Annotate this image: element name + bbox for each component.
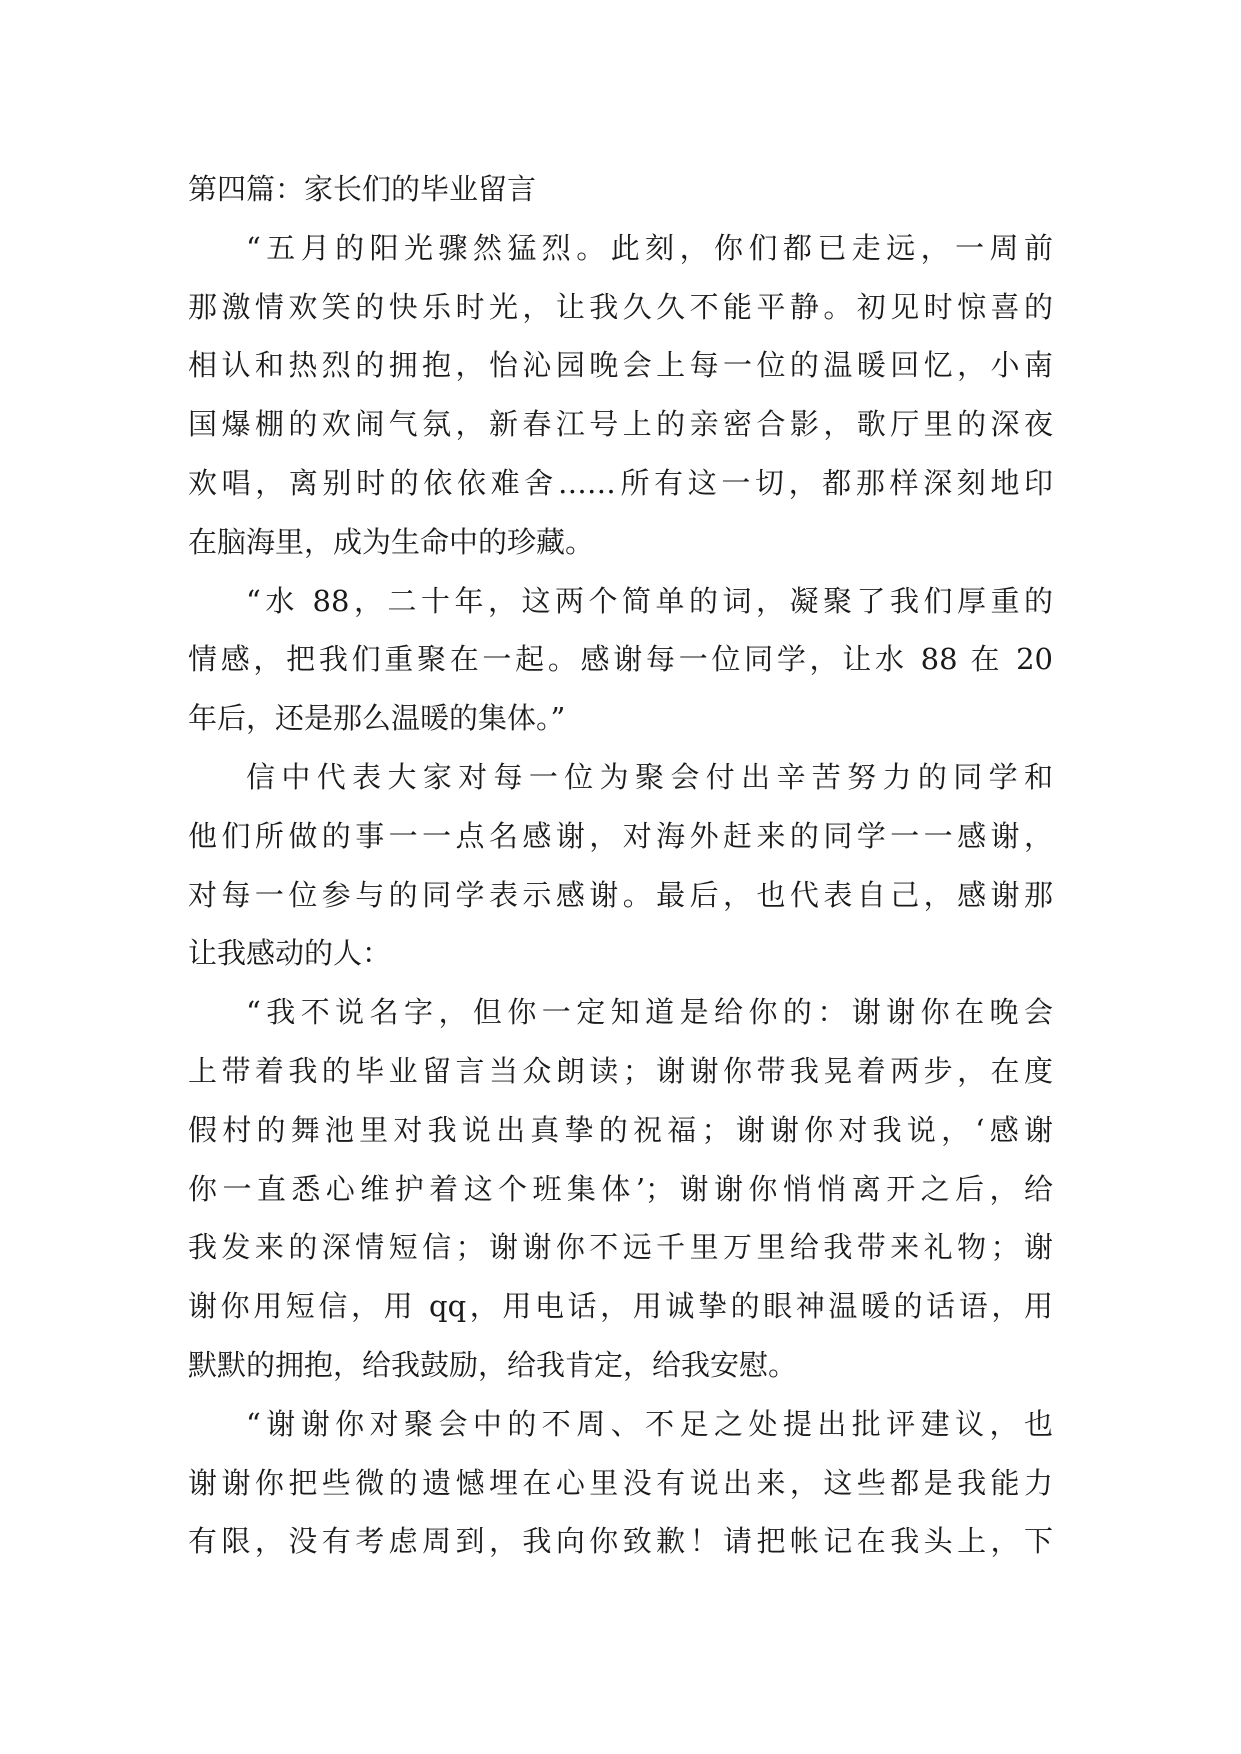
text-line: “五月的阳光骤然猛烈。此刻，你们都已走远，一周前: [246, 230, 1053, 265]
text-line: 年后，还是那么温暖的集体。”: [188, 701, 566, 736]
text-line: 那激情欢笑的快乐时光，让我久久不能平静。初见时惊喜的: [188, 289, 1053, 324]
text-line: 情感，把我们重聚在一起。感谢每一位同学，让水 88 在 20: [188, 642, 1053, 677]
text-line: “谢谢你对聚会中的不周、不足之处提出批评建议，也: [246, 1406, 1053, 1441]
text-line: 我发来的深情短信；谢谢你不远千里万里给我带来礼物；谢: [188, 1230, 1053, 1265]
text-line: 相认和热烈的拥抱，怡沁园晚会上每一位的温暖回忆，小南: [188, 348, 1053, 383]
text-line: 有限，没有考虑周到，我向你致歉！请把帐记在我头上，下: [188, 1524, 1053, 1559]
text-line: 对每一位参与的同学表示感谢。最后，也代表自己，感谢那: [188, 877, 1053, 912]
text-line: 信中代表大家对每一位为聚会付出辛苦努力的同学和: [246, 759, 1053, 794]
text-line: 他们所做的事一一点名感谢，对海外赶来的同学一一感谢，: [188, 818, 1053, 853]
document-body: [188, 160, 1053, 1571]
paragraph-4: [188, 983, 1053, 1395]
text-line: 你一直悉心维护着这个班集体’；谢谢你悄悄离开之后，给: [188, 1171, 1053, 1206]
text-line: 谢你用短信，用 qq，用电话，用诚挚的眼神温暖的话语，用: [188, 1289, 1053, 1324]
paragraph-2: [188, 572, 1053, 748]
text-line: 欢唱，离别时的依依难舍……所有这一切，都那样深刻地印: [188, 465, 1053, 500]
text-line: 让我感动的人：: [188, 936, 392, 971]
text-line: 国爆棚的欢闹气氛，新春江号上的亲密合影，歌厅里的深夜: [188, 407, 1053, 442]
text-line: 在脑海里，成为生命中的珍藏。: [188, 524, 595, 559]
text-line: 谢谢你把些微的遗憾埋在心里没有说出来，这些都是我能力: [188, 1465, 1053, 1500]
text-line: 假村的舞池里对我说出真挚的祝福；谢谢你对我说，‘感谢: [188, 1112, 1053, 1147]
text-line: 上带着我的毕业留言当众朗读；谢谢你带我晃着两步，在度: [188, 1053, 1053, 1088]
paragraph-3: [188, 748, 1053, 983]
text-line: 默默的拥抱，给我鼓励，给我肯定，给我安慰。: [188, 1347, 798, 1382]
text-line: “我不说名字，但你一定知道是给你的：谢谢你在晚会: [246, 995, 1053, 1030]
text-line: “水 88，二十年，这两个简单的词，凝聚了我们厚重的: [246, 583, 1053, 618]
paragraph-5: [188, 1395, 1053, 1571]
document-title: 第四篇：家长们的毕业留言: [188, 172, 537, 206]
paragraph-1: [188, 219, 1053, 572]
